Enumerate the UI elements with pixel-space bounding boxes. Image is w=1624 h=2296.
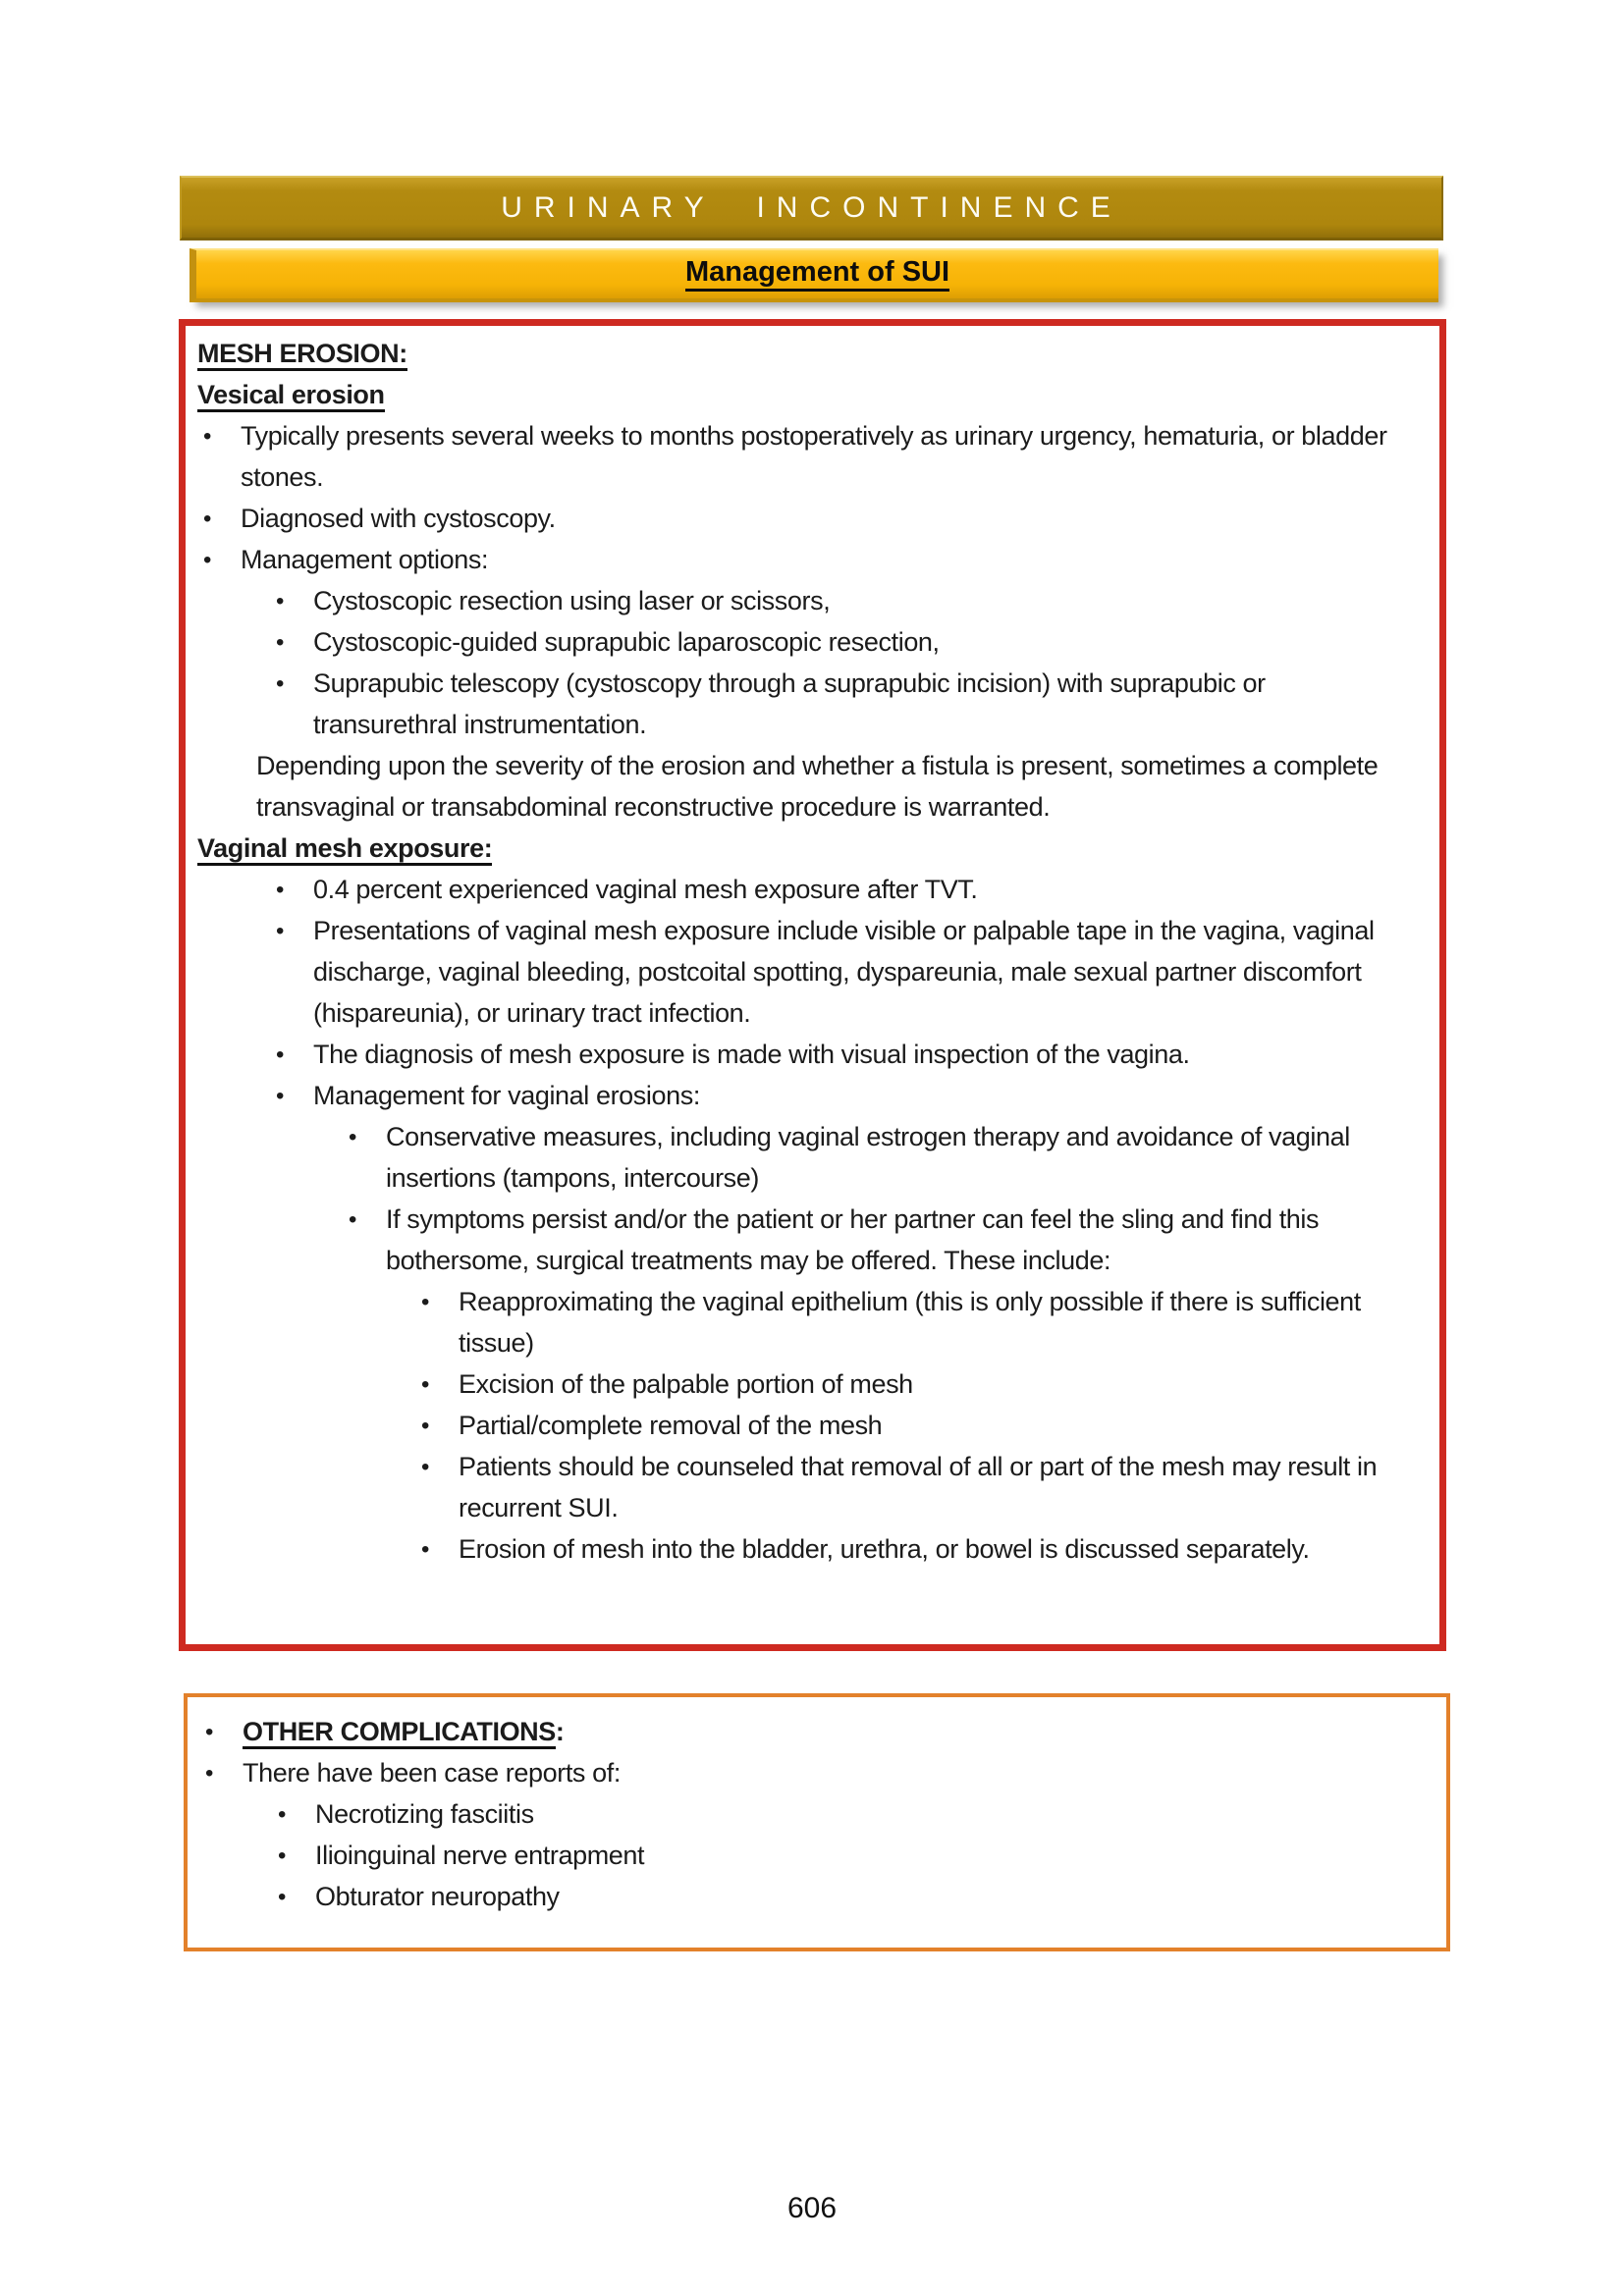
bullet-icon: •	[421, 1413, 430, 1439]
list-item-text: There have been case reports of:	[243, 1758, 621, 1788]
bullet-icon: •	[421, 1454, 430, 1480]
bullet-icon: •	[276, 588, 285, 614]
bullet-icon: •	[203, 547, 212, 573]
list-item-text: Suprapubic telescopy (cystoscopy through a suprapubic incision) with suprapubic or transurethral instrumentation.	[313, 668, 1266, 739]
page-number: 606	[786, 2192, 838, 2224]
list-item	[186, 539, 1416, 580]
list-item	[186, 415, 1416, 498]
list-item	[186, 1281, 1416, 1363]
list-item	[188, 1711, 1423, 1752]
list-item-text: Obturator neuropathy	[315, 1882, 560, 1911]
bullet-icon: •	[276, 629, 285, 656]
bullet-icon: •	[276, 918, 285, 944]
paragraph: Depending upon the severity of the erosion and whether a fistula is present, sometimes a complete transvaginal or transabdominal reconstructive procedure is warranted.	[256, 751, 1379, 822]
page-title: URINARY INCONTINENCE	[501, 190, 1122, 224]
bullet-icon: •	[421, 1371, 430, 1398]
bullet-icon: •	[203, 423, 212, 450]
section-heading	[186, 374, 1416, 415]
bullet-icon: •	[278, 1801, 287, 1828]
list-item	[186, 869, 1416, 910]
heading-text: MESH EROSION:	[197, 339, 407, 371]
list-item	[186, 1034, 1416, 1075]
list-item-text: Typically presents several weeks to months postoperatively as urinary urgency, hematuria, or bladder stones.	[241, 421, 1387, 492]
heading-text: Vaginal mesh exposure:	[197, 833, 492, 866]
list-item	[186, 663, 1416, 745]
list-item	[186, 1199, 1416, 1281]
list-item	[186, 1363, 1416, 1405]
list-item-text: Patients should be counseled that removal of all or part of the mesh may result in recurrent SUI.	[459, 1452, 1378, 1522]
list-item-text: Diagnosed with cystoscopy.	[241, 504, 556, 533]
bullet-icon: •	[421, 1289, 430, 1315]
list-item	[186, 1446, 1416, 1528]
list-item-text: Reapproximating the vaginal epithelium (this is only possible if there is sufficient tissue)	[459, 1287, 1361, 1358]
section-heading	[186, 828, 1416, 869]
list-item	[186, 580, 1416, 621]
subtitle-banner	[189, 248, 1438, 302]
list-item	[186, 1116, 1416, 1199]
mesh-erosion-box	[179, 319, 1446, 1651]
list-item-text: Erosion of mesh into the bladder, urethra, or bowel is discussed separately.	[459, 1534, 1310, 1564]
list-item	[188, 1835, 1423, 1876]
bullet-icon: •	[205, 1719, 214, 1745]
list-item	[188, 1752, 1423, 1793]
list-item-text: Necrotizing fasciitis	[315, 1799, 534, 1829]
list-item	[188, 1793, 1423, 1835]
page-subtitle: Management of SUI	[685, 257, 949, 291]
bullet-icon: •	[276, 670, 285, 697]
list-item-text: Presentations of vaginal mesh exposure include visible or palpable tape in the vagina, vaginal discharge, vaginal bleeding, postcoital spotting, dyspareunia, male sexual partner discomfort (hispareunia), or urinary tract infection.	[313, 916, 1375, 1028]
bullet-icon: •	[276, 1041, 285, 1068]
list-item-text: Conservative measures, including vaginal estrogen therapy and avoidance of vaginal insertions (tampons, intercourse)	[386, 1122, 1350, 1193]
list-item-text: Cystoscopic resection using laser or scissors,	[313, 586, 831, 615]
list-item	[186, 621, 1416, 663]
bullet-icon: •	[203, 506, 212, 532]
bullet-icon: •	[278, 1884, 287, 1910]
bullet-icon: •	[278, 1842, 287, 1869]
title-banner	[180, 176, 1443, 240]
bullet-icon: •	[276, 877, 285, 903]
list-item-text: Partial/complete removal of the mesh	[459, 1411, 883, 1440]
bullet-icon: •	[421, 1536, 430, 1563]
list-item	[188, 1876, 1423, 1917]
list-item-text: Ilioinguinal nerve entrapment	[315, 1841, 645, 1870]
list-item	[186, 1405, 1416, 1446]
list-item-text: The diagnosis of mesh exposure is made with visual inspection of the vagina.	[313, 1040, 1190, 1069]
list-item-text: If symptoms persist and/or the patient or her partner can feel the sling and find this bothersome, surgical treatments may be offered. These include:	[386, 1204, 1320, 1275]
bullet-icon: •	[276, 1083, 285, 1109]
list-item	[186, 498, 1416, 539]
list-item	[186, 1528, 1416, 1570]
heading-text: Vesical erosion	[197, 380, 385, 412]
bullet-icon: •	[349, 1124, 357, 1150]
list-item-text: Management for vaginal erosions:	[313, 1081, 700, 1110]
list-item	[186, 1075, 1416, 1116]
list-item-text: 0.4 percent experienced vaginal mesh exposure after TVT.	[313, 875, 978, 904]
heading-text: OTHER COMPLICATIONS	[243, 1717, 556, 1749]
bullet-icon: •	[349, 1206, 357, 1233]
list-item	[186, 910, 1416, 1034]
list-item-text: Management options:	[241, 545, 489, 574]
list-item-text: Cystoscopic-guided suprapubic laparoscopic resection,	[313, 627, 940, 657]
heading-suffix: :	[555, 1717, 565, 1746]
section-heading	[186, 333, 1416, 374]
bullet-icon: •	[205, 1760, 214, 1787]
list-item-text: Excision of the palpable portion of mesh	[459, 1369, 913, 1399]
other-complications-box	[184, 1693, 1450, 1951]
